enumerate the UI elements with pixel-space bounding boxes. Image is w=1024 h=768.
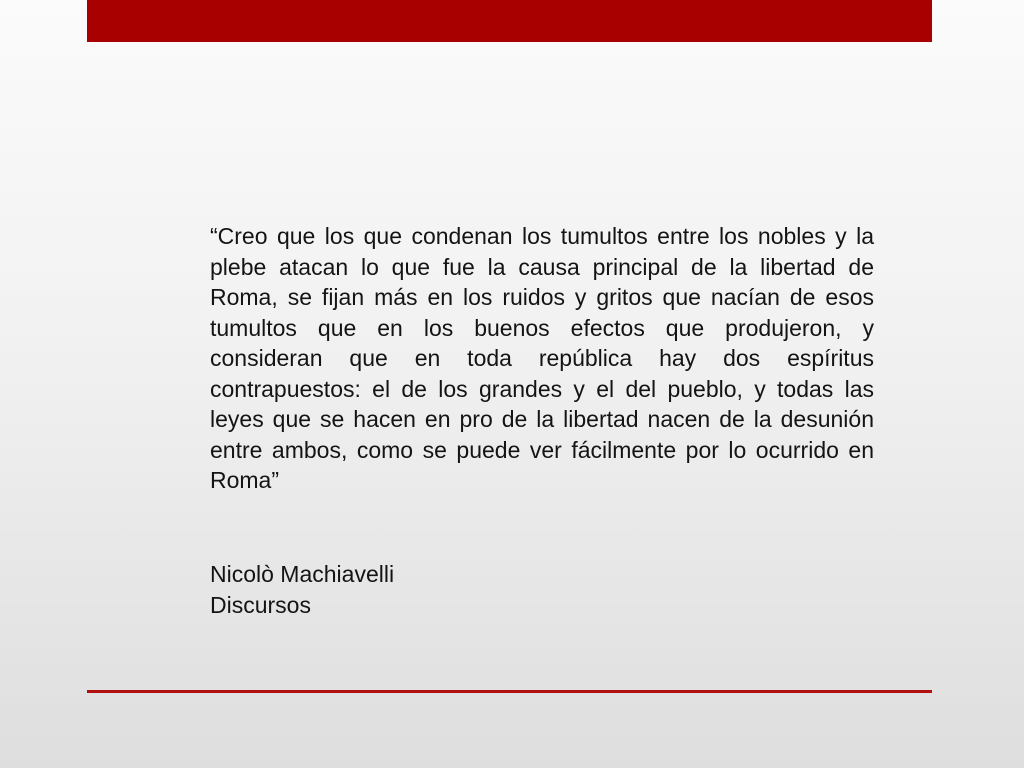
attribution: [210, 559, 710, 621]
quote-text: “Creo que los que condenan los tumultos entre los nobles y la plebe atacan lo que fue la causa principal de la libertad de Roma, se fijan más en los ruidos y gritos que nacían de esos tumultos que en los buenos efectos que produjeron, y consideran que en toda república hay dos espíritus contrapuestos: el de los grandes y el del pueblo, y todas las leyes que se hacen en pro de la libertad nacen de la desunión entre ambos, como se puede ver fácilmente por lo ocurrido en Roma”: [210, 223, 874, 493]
top-accent-bar: [87, 0, 932, 42]
author-name: Nicolò Machiavelli: [210, 561, 395, 587]
bottom-accent-line: [87, 690, 932, 693]
work-title: Discursos: [210, 592, 311, 618]
